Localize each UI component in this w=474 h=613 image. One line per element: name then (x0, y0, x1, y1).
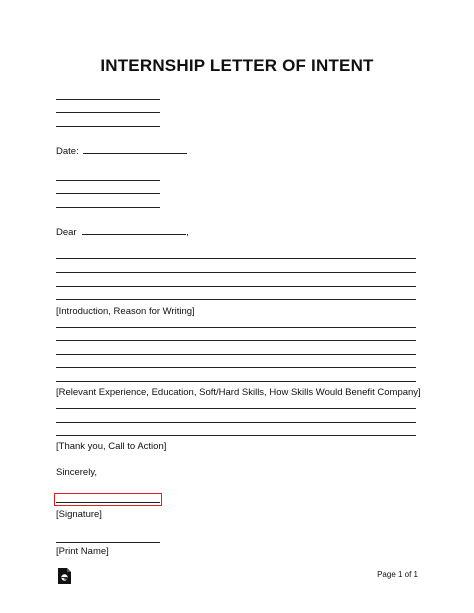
signature-field[interactable] (54, 493, 162, 506)
print-name-line[interactable] (56, 542, 160, 543)
intro-line-3[interactable] (56, 286, 416, 287)
closing-placeholder: [Thank you, Call to Action] (56, 441, 167, 452)
document-logo-icon (58, 568, 71, 584)
closing-line-3[interactable] (56, 435, 416, 436)
closing-line-1[interactable] (56, 408, 416, 409)
intro-line-1[interactable] (56, 258, 416, 259)
recipient-address-line-3[interactable] (56, 207, 160, 208)
experience-line-3[interactable] (56, 354, 416, 355)
date-row (56, 145, 187, 157)
experience-line-2[interactable] (56, 340, 416, 341)
date-field[interactable] (83, 145, 187, 154)
experience-placeholder: [Relevant Experience, Education, Soft/Hard Skills, How Skills Would Benefit Company] (56, 387, 421, 398)
intro-line-4[interactable] (56, 299, 416, 300)
page-title: INTERNSHIP LETTER OF INTENT (100, 56, 374, 75)
date-label: Date: (56, 146, 79, 157)
signature-label: [Signature] (56, 509, 102, 520)
dear-label: Dear (56, 227, 77, 238)
sender-address-line-1[interactable] (56, 99, 160, 100)
salutation-row (56, 226, 189, 238)
experience-line-5[interactable] (56, 381, 416, 382)
print-name-label: [Print Name] (56, 546, 109, 557)
experience-line-4[interactable] (56, 367, 416, 368)
intro-line-2[interactable] (56, 272, 416, 273)
intro-placeholder: [Introduction, Reason for Writing] (56, 306, 195, 317)
page-indicator: Page 1 of 1 (377, 570, 418, 579)
sincerely-text: Sincerely, (56, 467, 98, 478)
dear-comma: , (186, 227, 189, 238)
recipient-address-line-1[interactable] (56, 180, 160, 181)
sender-address-line-3[interactable] (56, 126, 160, 127)
experience-line-1[interactable] (56, 327, 416, 328)
sender-address-line-2[interactable] (56, 112, 160, 113)
recipient-name-field[interactable] (82, 226, 186, 235)
closing-line-2[interactable] (56, 422, 416, 423)
recipient-address-line-2[interactable] (56, 193, 160, 194)
